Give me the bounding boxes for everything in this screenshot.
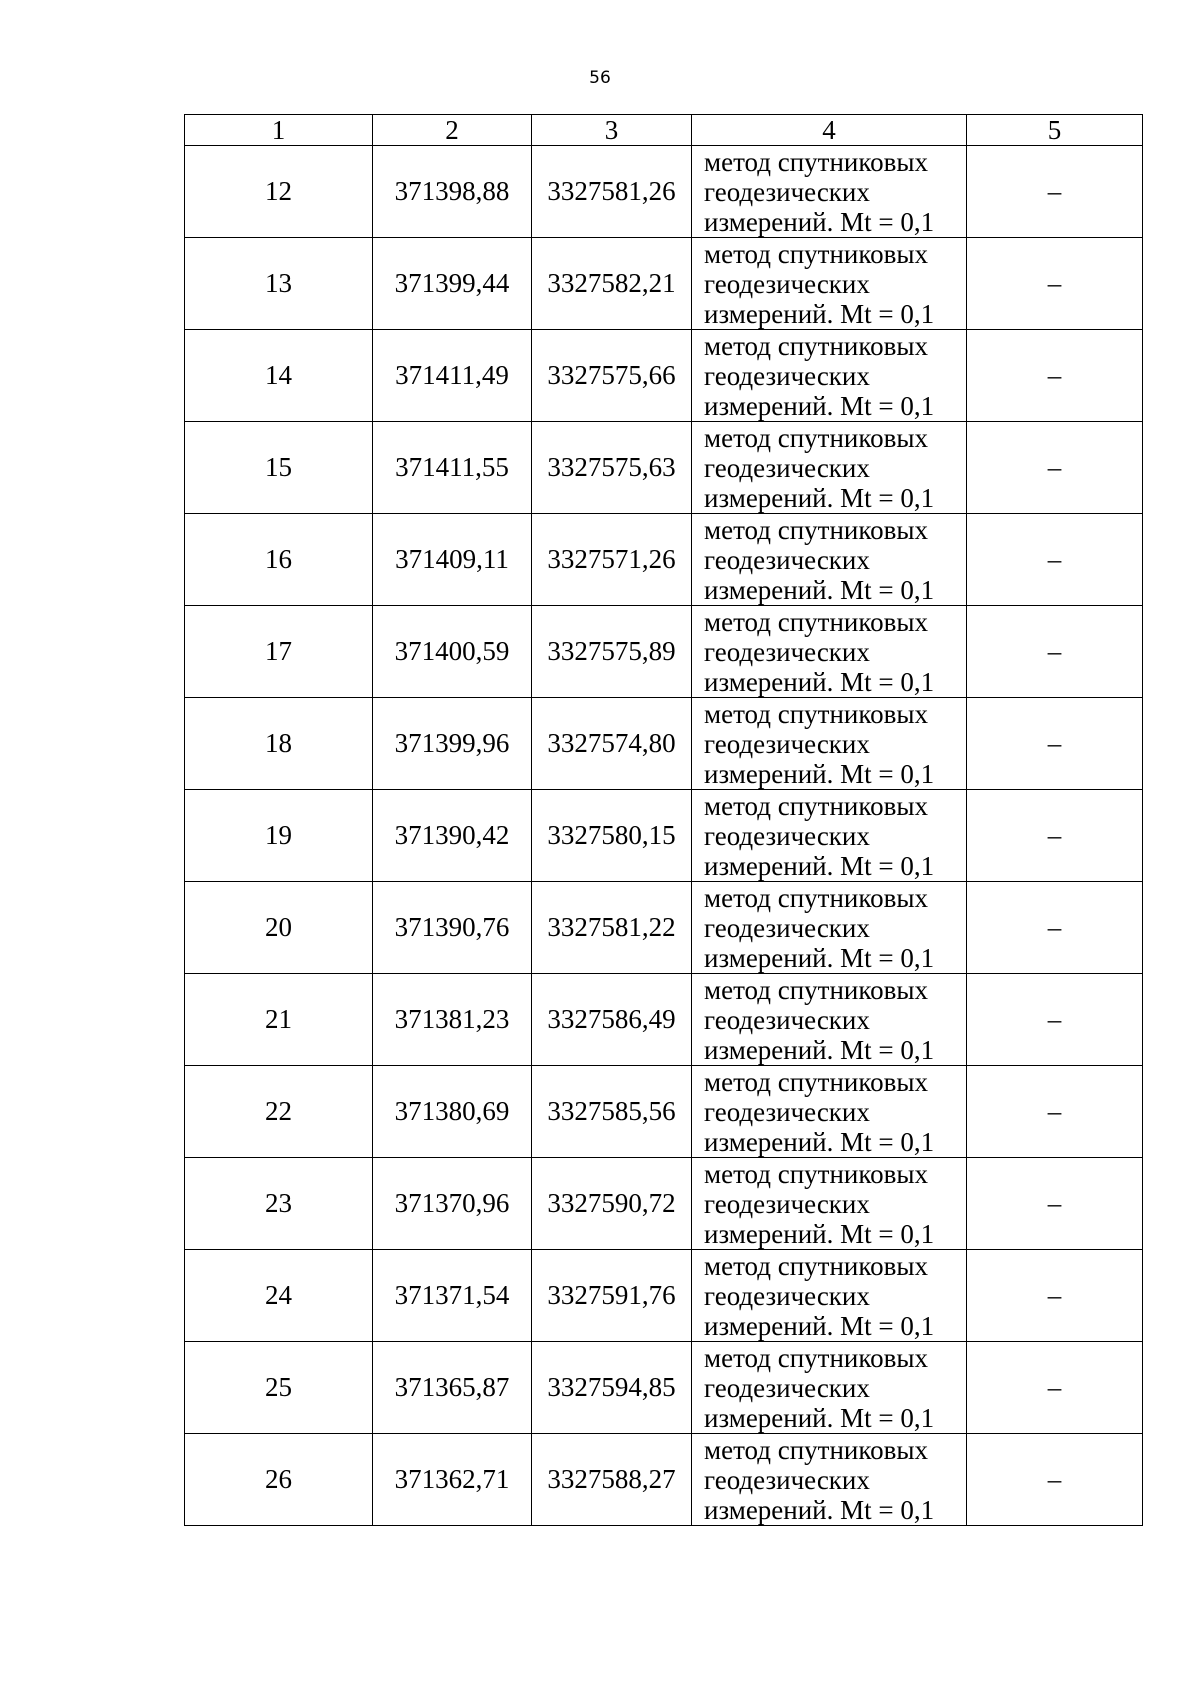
table-row <box>185 422 1143 514</box>
y-coordinate-cell: 3327580,15 <box>532 790 692 882</box>
note-cell: – <box>967 974 1143 1066</box>
x-coordinate-cell: 371380,69 <box>373 1066 532 1158</box>
x-coordinate-cell: 371371,54 <box>373 1250 532 1342</box>
method-cell <box>692 238 967 330</box>
column-header-5: 5 <box>967 115 1143 146</box>
method-line: метод спутниковых <box>704 1066 928 1097</box>
method-line: измерений. Mt = 0,1 <box>704 1494 935 1525</box>
method-line: измерений. Mt = 0,1 <box>704 1126 935 1157</box>
method-cell <box>692 1342 967 1434</box>
method-cell <box>692 1066 967 1158</box>
x-coordinate-cell: 371370,96 <box>373 1158 532 1250</box>
method-line: геодезических <box>704 360 870 391</box>
table-row <box>185 606 1143 698</box>
method-cell <box>692 698 967 790</box>
column-header-2: 2 <box>373 115 532 146</box>
method-line: метод спутниковых <box>704 882 928 913</box>
table-row <box>185 1158 1143 1250</box>
method-cell <box>692 514 967 606</box>
method-line: геодезических <box>704 820 870 851</box>
note-cell: – <box>967 146 1143 238</box>
note-cell: – <box>967 1158 1143 1250</box>
method-cell <box>692 146 967 238</box>
method-line: измерений. Mt = 0,1 <box>704 1402 935 1433</box>
method-line: измерений. Mt = 0,1 <box>704 1218 935 1249</box>
point-number-cell: 23 <box>185 1158 373 1250</box>
method-line: метод спутниковых <box>704 1250 928 1281</box>
note-cell: – <box>967 1342 1143 1434</box>
method-line: измерений. Mt = 0,1 <box>704 942 935 973</box>
point-number-cell: 26 <box>185 1434 373 1526</box>
method-line: метод спутниковых <box>704 146 928 177</box>
y-coordinate-cell: 3327594,85 <box>532 1342 692 1434</box>
method-line: геодезических <box>704 912 870 943</box>
y-coordinate-cell: 3327585,56 <box>532 1066 692 1158</box>
method-line: метод спутниковых <box>704 974 928 1005</box>
method-line: геодезических <box>704 1096 870 1127</box>
note-cell: – <box>967 1066 1143 1158</box>
method-line: геодезических <box>704 176 870 207</box>
method-line: метод спутниковых <box>704 1342 928 1373</box>
note-cell: – <box>967 330 1143 422</box>
method-cell <box>692 974 967 1066</box>
column-header-3: 3 <box>532 115 692 146</box>
method-line: геодезических <box>704 1372 870 1403</box>
method-cell <box>692 422 967 514</box>
point-number-cell: 15 <box>185 422 373 514</box>
method-line: измерений. Mt = 0,1 <box>704 758 935 789</box>
method-line: измерений. Mt = 0,1 <box>704 850 935 881</box>
y-coordinate-cell: 3327591,76 <box>532 1250 692 1342</box>
x-coordinate-cell: 371399,44 <box>373 238 532 330</box>
point-number-cell: 17 <box>185 606 373 698</box>
table-row <box>185 146 1143 238</box>
y-coordinate-cell: 3327588,27 <box>532 1434 692 1526</box>
y-coordinate-cell: 3327571,26 <box>532 514 692 606</box>
table-row <box>185 514 1143 606</box>
column-header-4: 4 <box>692 115 967 146</box>
method-line: измерений. Mt = 0,1 <box>704 390 935 421</box>
method-cell <box>692 330 967 422</box>
method-line: геодезических <box>704 1188 870 1219</box>
table-row <box>185 238 1143 330</box>
table-row <box>185 974 1143 1066</box>
method-line: измерений. Mt = 0,1 <box>704 206 935 237</box>
method-line: геодезических <box>704 268 870 299</box>
method-line: измерений. Mt = 0,1 <box>704 298 935 329</box>
method-cell <box>692 790 967 882</box>
method-cell <box>692 606 967 698</box>
method-cell <box>692 1434 967 1526</box>
table-row <box>185 698 1143 790</box>
y-coordinate-cell: 3327575,66 <box>532 330 692 422</box>
note-cell: – <box>967 882 1143 974</box>
column-header-1: 1 <box>185 115 373 146</box>
table-row <box>185 790 1143 882</box>
note-cell: – <box>967 698 1143 790</box>
table-row <box>185 1066 1143 1158</box>
y-coordinate-cell: 3327581,22 <box>532 882 692 974</box>
y-coordinate-cell: 3327575,63 <box>532 422 692 514</box>
coordinates-table <box>184 114 1143 1526</box>
x-coordinate-cell: 371398,88 <box>373 146 532 238</box>
y-coordinate-cell: 3327574,80 <box>532 698 692 790</box>
point-number-cell: 12 <box>185 146 373 238</box>
x-coordinate-cell: 371411,49 <box>373 330 532 422</box>
method-line: метод спутниковых <box>704 422 928 453</box>
note-cell: – <box>967 1434 1143 1526</box>
method-line: метод спутниковых <box>704 698 928 729</box>
method-line: измерений. Mt = 0,1 <box>704 1034 935 1065</box>
point-number-cell: 20 <box>185 882 373 974</box>
method-line: геодезических <box>704 1464 870 1495</box>
method-line: метод спутниковых <box>704 790 928 821</box>
method-line: геодезических <box>704 1280 870 1311</box>
point-number-cell: 14 <box>185 330 373 422</box>
x-coordinate-cell: 371365,87 <box>373 1342 532 1434</box>
table-row <box>185 1342 1143 1434</box>
x-coordinate-cell: 371400,59 <box>373 606 532 698</box>
x-coordinate-cell: 371390,42 <box>373 790 532 882</box>
page-number: 56 <box>589 68 611 88</box>
method-cell <box>692 1250 967 1342</box>
header-row <box>185 115 1143 146</box>
method-cell <box>692 882 967 974</box>
y-coordinate-cell: 3327586,49 <box>532 974 692 1066</box>
table-row <box>185 1250 1143 1342</box>
note-cell: – <box>967 606 1143 698</box>
method-cell <box>692 1158 967 1250</box>
y-coordinate-cell: 3327582,21 <box>532 238 692 330</box>
point-number-cell: 19 <box>185 790 373 882</box>
point-number-cell: 25 <box>185 1342 373 1434</box>
note-cell: – <box>967 1250 1143 1342</box>
method-line: геодезических <box>704 728 870 759</box>
method-line: метод спутниковых <box>704 1158 928 1189</box>
method-line: измерений. Mt = 0,1 <box>704 666 935 697</box>
y-coordinate-cell: 3327590,72 <box>532 1158 692 1250</box>
point-number-cell: 22 <box>185 1066 373 1158</box>
y-coordinate-cell: 3327575,89 <box>532 606 692 698</box>
method-line: измерений. Mt = 0,1 <box>704 1310 935 1341</box>
method-line: метод спутниковых <box>704 606 928 637</box>
method-line: метод спутниковых <box>704 238 928 269</box>
method-line: геодезических <box>704 452 870 483</box>
method-line: геодезических <box>704 636 870 667</box>
x-coordinate-cell: 371409,11 <box>373 514 532 606</box>
table-body <box>185 146 1143 1526</box>
note-cell: – <box>967 422 1143 514</box>
note-cell: – <box>967 514 1143 606</box>
y-coordinate-cell: 3327581,26 <box>532 146 692 238</box>
method-line: измерений. Mt = 0,1 <box>704 574 935 605</box>
x-coordinate-cell: 371381,23 <box>373 974 532 1066</box>
note-cell: – <box>967 238 1143 330</box>
point-number-cell: 24 <box>185 1250 373 1342</box>
x-coordinate-cell: 371390,76 <box>373 882 532 974</box>
table-row <box>185 330 1143 422</box>
x-coordinate-cell: 371411,55 <box>373 422 532 514</box>
method-line: измерений. Mt = 0,1 <box>704 482 935 513</box>
method-line: метод спутниковых <box>704 514 928 545</box>
x-coordinate-cell: 371362,71 <box>373 1434 532 1526</box>
method-line: метод спутниковых <box>704 1434 928 1465</box>
table-row <box>185 1434 1143 1526</box>
point-number-cell: 21 <box>185 974 373 1066</box>
method-line: геодезических <box>704 1004 870 1035</box>
x-coordinate-cell: 371399,96 <box>373 698 532 790</box>
note-cell: – <box>967 790 1143 882</box>
point-number-cell: 18 <box>185 698 373 790</box>
point-number-cell: 16 <box>185 514 373 606</box>
method-line: геодезических <box>704 544 870 575</box>
method-line: метод спутниковых <box>704 330 928 361</box>
table-row <box>185 882 1143 974</box>
point-number-cell: 13 <box>185 238 373 330</box>
